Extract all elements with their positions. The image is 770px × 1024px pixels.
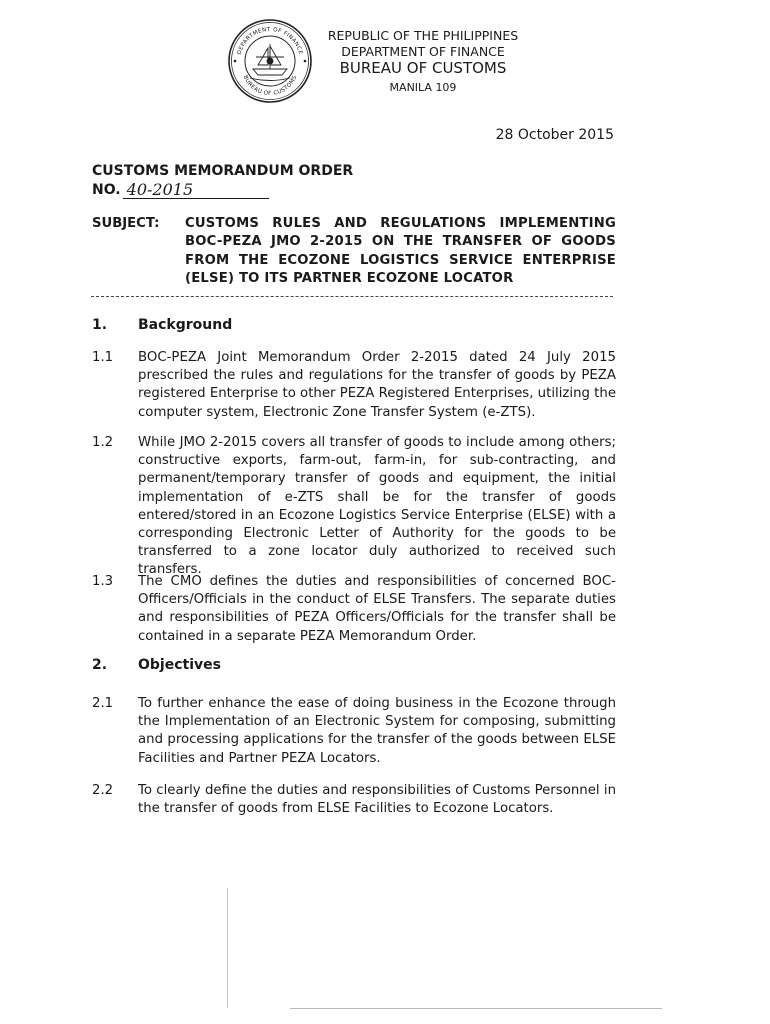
letterhead (316, 28, 530, 95)
paragraph-number: 1.1 (92, 350, 114, 365)
paragraph-1-2 (92, 434, 616, 580)
section-title: Objectives (138, 657, 221, 673)
paragraph-number: 1.3 (92, 574, 114, 589)
paragraph-text: While JMO 2-2015 covers all transfer of goods to include among others; constructive exports, farm-out, farm-in, for sub-contracting, and permanent/temporary transfer of goods and equipment, the initial implementation of e-ZTS shall be for the transfer of goods entered/stored in an Ecozone Logistics Service Enterprise (ELSE) with a corresponding Electronic Letter of Authority for the goods to be transferred to a zone locator duly authorized to received such transfers. (138, 435, 616, 578)
section-title: Background (138, 317, 233, 333)
letterhead-department: DEPARTMENT OF FINANCE (341, 43, 505, 59)
paragraph-text: To further enhance the ease of doing business in the Ecozone through the Implementation of an Electronic System for composing, submitting and processing applications for the transfer of the goods between ELSE Facilities and Partner PEZA Locators. (138, 696, 616, 766)
memo-order-title: CUSTOMS MEMORANDUM ORDER (92, 163, 354, 179)
section-heading-background (92, 317, 232, 333)
section-number: 1. (92, 317, 108, 333)
memo-order-number-row (92, 181, 353, 200)
scan-margin-line (227, 888, 228, 1008)
paragraph-2-2 (92, 782, 616, 818)
paragraph-number: 2.2 (92, 783, 114, 798)
svg-text:DEPARTMENT OF FINANCE: DEPARTMENT OF FINANCE (236, 26, 304, 56)
bureau-of-customs-seal-icon (226, 17, 314, 105)
section-number: 2. (92, 657, 108, 673)
memo-order-heading (92, 163, 353, 199)
letterhead-city: MANILA 109 (389, 81, 457, 94)
memo-order-number-handwritten: 40-2015 (123, 181, 269, 200)
memo-subject (92, 215, 616, 288)
svg-text:BUREAU OF CUSTOMS: BUREAU OF CUSTOMS (241, 74, 299, 98)
letterhead-country: REPUBLIC OF THE PHILIPPINES (327, 28, 519, 43)
dashed-divider (91, 296, 613, 297)
subject-label: SUBJECT: (92, 216, 160, 231)
paragraph-text: The CMO defines the duties and responsibilities of concerned BOC-Officers/Officials in the conduct of ELSE Transfers. The separate duties and responsibilities of PEZA Officers/Officials for the transfer shall be contained in a separate PEZA Memorandum Order. (138, 574, 616, 644)
section-heading-objectives (92, 657, 221, 673)
subject-text: CUSTOMS RULES AND REGULATIONS IMPLEMENTING BOC-PEZA JMO 2-2015 ON THE TRANSFER OF GOODS FROM THE ECOZONE LOGISTICS SERVICE ENTERPRISE (ELSE) TO ITS PARTNER ECOZONE LOCATOR (185, 216, 616, 287)
paragraph-1-1 (92, 349, 616, 422)
memo-order-number-label: NO. (92, 181, 121, 198)
paragraph-number: 2.1 (92, 696, 114, 711)
memo-date: 28 October 2015 (495, 127, 614, 143)
letterhead-bureau: BUREAU OF CUSTOMS (339, 59, 507, 78)
paragraph-number: 1.2 (92, 435, 114, 450)
paragraph-1-3 (92, 573, 616, 646)
paragraph-2-1 (92, 695, 616, 768)
paragraph-text: To clearly define the duties and responsibilities of Customs Personnel in the transfer of goods from ELSE Facilities to Ecozone Locators. (138, 783, 616, 817)
footer-rule (290, 1008, 662, 1009)
paragraph-text: BOC-PEZA Joint Memorandum Order 2-2015 dated 24 July 2015 prescribed the rules and regulations for the transfer of goods by PEZA registered Enterprise to other PEZA Registered Enterprises, utilizing the computer system, Electronic Zone Transfer System (e-ZTS). (138, 350, 616, 420)
